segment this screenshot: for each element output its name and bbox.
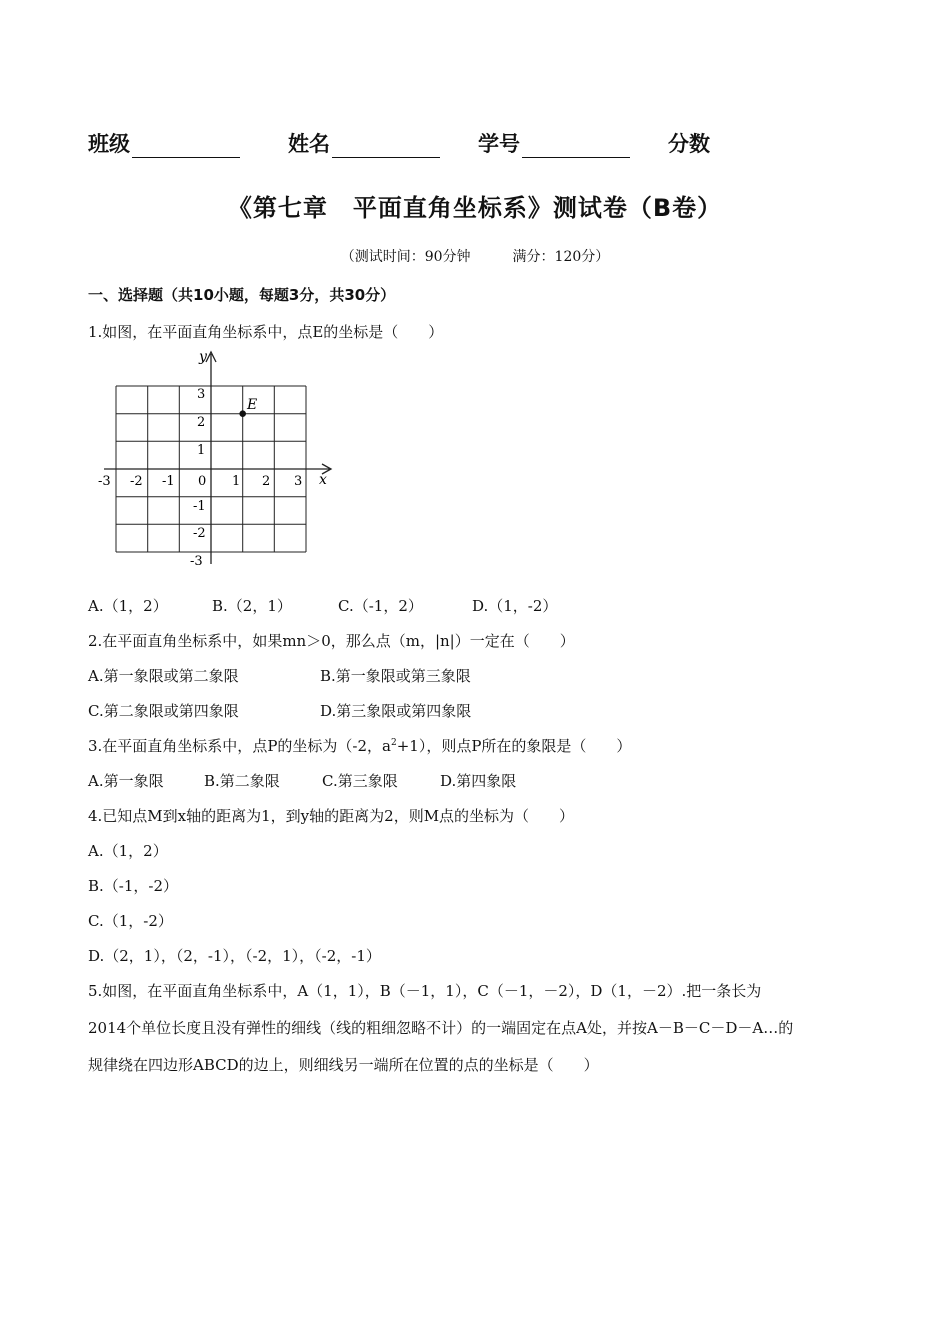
option-d[interactable]: D.第四象限 bbox=[440, 772, 517, 790]
option-c[interactable]: C.第二象限或第四象限 bbox=[88, 702, 239, 720]
superscript: 2 bbox=[390, 738, 397, 748]
question-3-stem-b: +1），则点P所在的象限是（ ） bbox=[396, 737, 632, 755]
question-5-line-3: 规律绕在四边形ABCD的边上，则细线另一端所在位置的点的坐标是（ ） bbox=[88, 1056, 599, 1074]
x-tick-label: 1 bbox=[232, 474, 241, 489]
class-label: 班级 bbox=[88, 132, 130, 156]
test-info: （测试时间：90分钟 满分：120分） bbox=[340, 249, 610, 265]
x-axis-label: x bbox=[319, 472, 327, 488]
question-2-options-row1 bbox=[88, 665, 471, 686]
point-e-label: E bbox=[247, 397, 258, 413]
score-field bbox=[668, 128, 710, 158]
option-b[interactable]: B.（-1，-2） bbox=[88, 877, 179, 895]
question-1-stem: 1.如图，在平面直角坐标系中，点E的坐标是（ ） bbox=[88, 323, 444, 341]
option-a[interactable]: A.第一象限或第二象限 bbox=[88, 667, 239, 685]
x-tick-label: 0 bbox=[198, 474, 207, 489]
option-b[interactable]: B.第二象限 bbox=[204, 772, 280, 790]
question-2-options-row2 bbox=[88, 700, 471, 721]
y-tick-label: -3 bbox=[190, 554, 203, 569]
name-blank[interactable] bbox=[332, 135, 440, 158]
question-3-stem-a: 3.在平面直角坐标系中，点P的坐标为（-2，a bbox=[88, 737, 391, 755]
x-tick-label: 2 bbox=[262, 474, 271, 489]
axes bbox=[104, 352, 331, 564]
class-blank[interactable] bbox=[132, 135, 240, 158]
coordinate-grid-figure bbox=[90, 346, 350, 574]
x-tick-label: -3 bbox=[98, 474, 111, 489]
score-label: 分数 bbox=[668, 132, 710, 156]
class-field bbox=[88, 128, 240, 158]
option-a[interactable]: A.第一象限 bbox=[88, 772, 164, 790]
student-id-field bbox=[478, 128, 630, 158]
x-tick-label: -2 bbox=[130, 474, 143, 489]
student-id-blank[interactable] bbox=[522, 135, 630, 158]
question-3-stem bbox=[88, 735, 631, 756]
question-4-stem: 4.已知点M到x轴的距离为1，到y轴的距离为2，则M点的坐标为（ ） bbox=[88, 807, 575, 825]
x-tick-label: -1 bbox=[162, 474, 175, 489]
option-c[interactable]: C.第三象限 bbox=[322, 772, 398, 790]
option-b[interactable]: B.（2，1） bbox=[212, 597, 292, 615]
question-3-options bbox=[88, 770, 516, 791]
student-id-label: 学号 bbox=[478, 132, 520, 156]
question-5-line-1: 5.如图，在平面直角坐标系中，A（1，1），B（－1，1），C（－1，－2），D（1，－2）.把一条长为 bbox=[88, 982, 762, 1000]
option-c[interactable]: C.（1，-2） bbox=[88, 912, 173, 930]
question-5-line-2: 2014个单位长度且没有弹性的细线（线的粗细忽略不计）的一端固定在点A处，并按A－B－C－D－A…的 bbox=[88, 1019, 794, 1037]
y-tick-label: -1 bbox=[193, 499, 206, 514]
y-tick-label: -2 bbox=[193, 526, 206, 541]
y-tick-label: 3 bbox=[197, 387, 206, 402]
option-d[interactable]: D.第三象限或第四象限 bbox=[320, 702, 472, 720]
option-c[interactable]: C.（-1，2） bbox=[338, 597, 423, 615]
x-tick-label: 3 bbox=[294, 474, 303, 489]
question-1-options bbox=[88, 595, 557, 616]
name-field bbox=[288, 128, 440, 158]
y-tick-label: 1 bbox=[197, 443, 206, 458]
section-heading: 一、选择题（共10小题，每题3分，共30分） bbox=[88, 286, 396, 304]
option-d[interactable]: D.（2，1），（2，-1），（-2，1），（-2，-1） bbox=[88, 947, 381, 965]
page-title: 《第七章 平面直角坐标系》测试卷（B卷） bbox=[227, 194, 723, 222]
name-label: 姓名 bbox=[288, 132, 330, 156]
question-2-stem: 2.在平面直角坐标系中，如果mn＞0，那么点（m，|n|）一定在（ ） bbox=[88, 632, 575, 650]
point-e-marker bbox=[239, 410, 246, 417]
option-b[interactable]: B.第一象限或第三象限 bbox=[320, 667, 471, 685]
y-tick-label: 2 bbox=[197, 415, 206, 430]
option-d[interactable]: D.（1，-2） bbox=[472, 597, 558, 615]
option-a[interactable]: A.（1，2） bbox=[88, 597, 168, 615]
y-axis-label: y bbox=[199, 349, 207, 365]
option-a[interactable]: A.（1，2） bbox=[88, 842, 168, 860]
